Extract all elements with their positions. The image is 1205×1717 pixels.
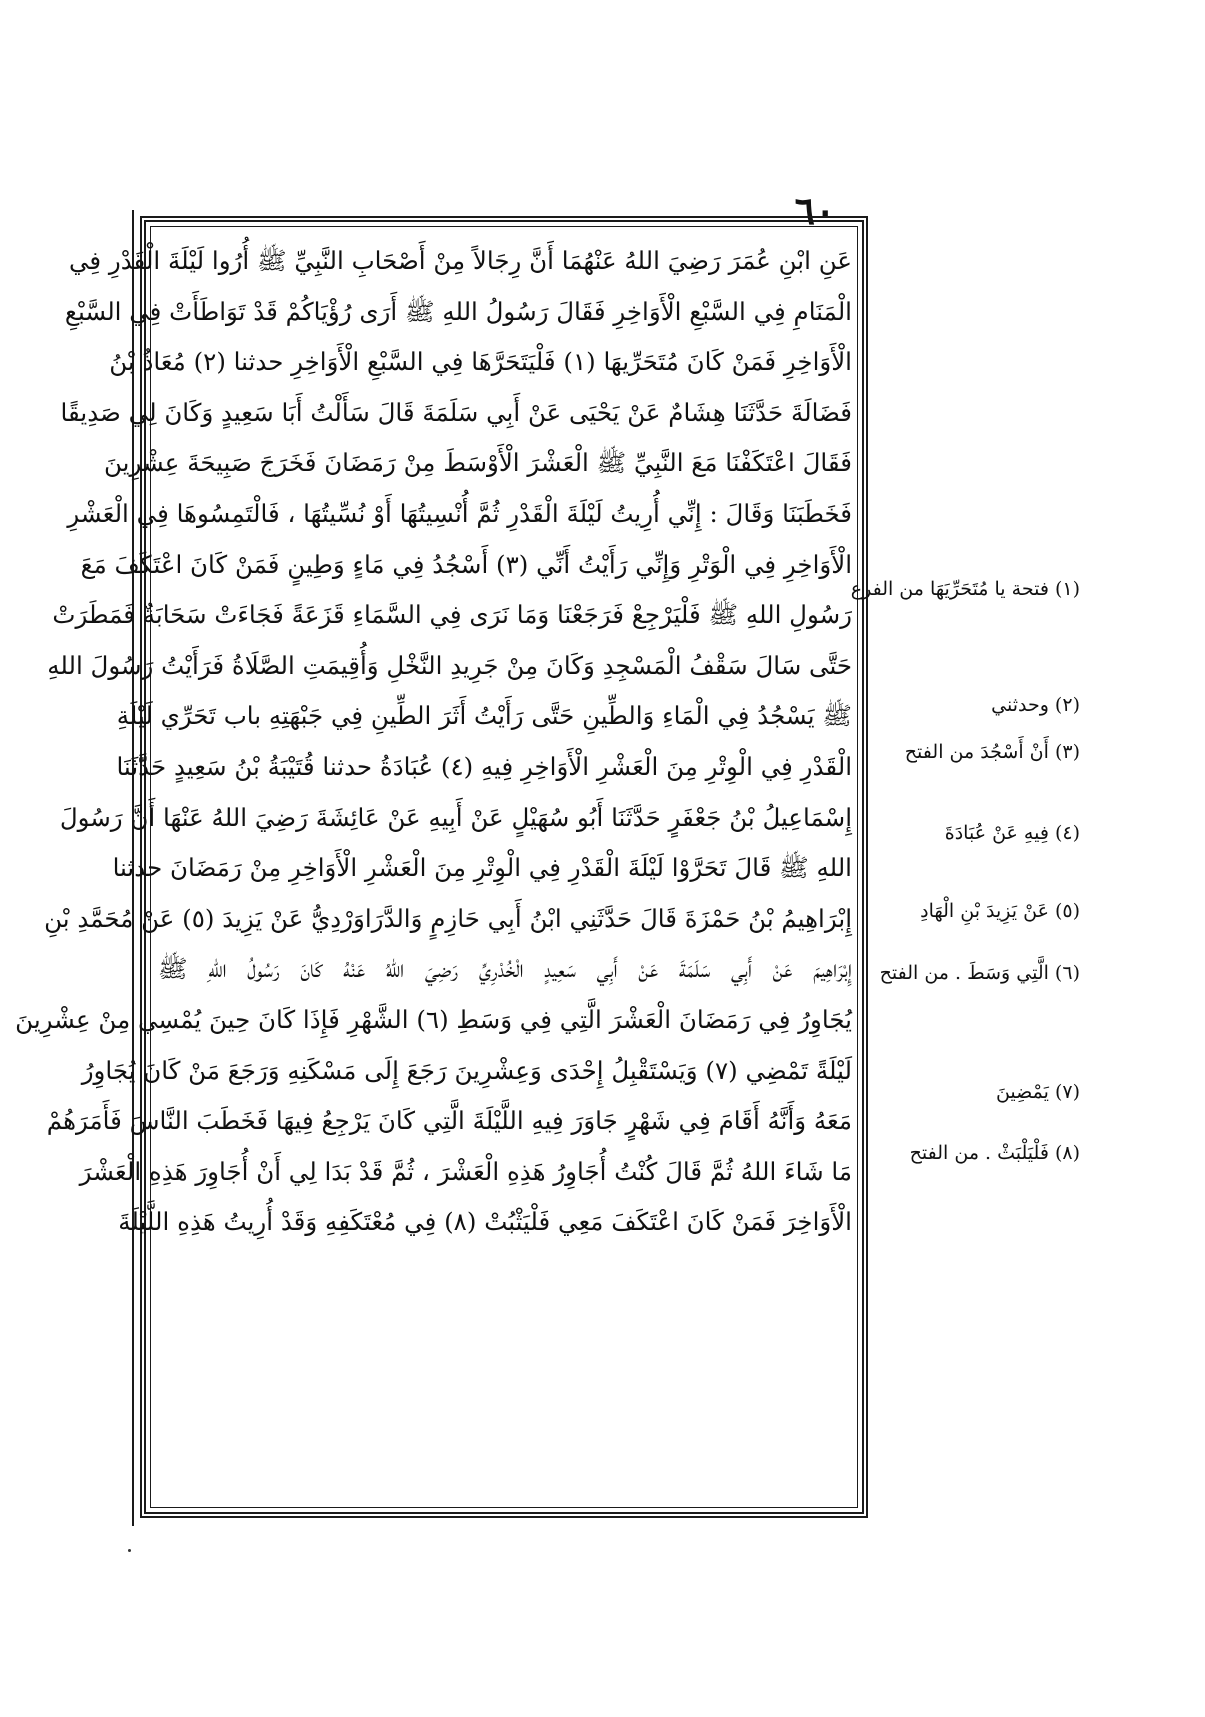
text-line: إِبْرَاهِيمُ بْنُ حَمْزَةَ قَالَ حَدَّثَنِي ابْنُ أَبِي حَازِمٍ وَالدَّرَاوَرْدِيُّ عَنْ يَزِيدَ (٥) عَنْ مُحَمَّدِ بْنِ xyxy=(44,903,852,933)
margin-note-5: (٥) عَنْ يَزِيدَ بْنِ الْهَادِ xyxy=(920,900,1080,922)
text-line: مَا شَاءَ اللهُ ثُمَّ قَالَ كُنْتُ أُجَاوِرُ هَذِهِ الْعَشْرَ ، ثُمَّ قَدْ بَدَا لِي أَنْ أُجَاوِرَ هَذِهِ الْعَشْرَ xyxy=(79,1156,852,1186)
text-line: فَضَالَةَ حَدَّثَنَا هِشَامٌ عَنْ يَحْيَى عَنْ أَبِي سَلَمَةَ قَالَ سَأَلْتُ أَبَا سَعِيدٍ وَكَانَ لِي صَدِيقًا xyxy=(60,397,852,427)
text-line: رَسُولِ اللهِ ﷺ فَلْيَرْجِعْ فَرَجَعْنَا وَمَا نَرَى فِي السَّمَاءِ قَزَعَةً فَجَاءَتْ سَحَابَةٌ فَمَطَرَتْ xyxy=(52,600,852,630)
text-line: الْمَنَامِ فِي السَّبْعِ الْأَوَاخِرِ فَقَالَ رَسُولُ اللهِ ﷺ أَرَى رُؤْيَاكُمْ قَدْ تَوَاطَأَتْ فِي السَّبْعِ xyxy=(64,296,852,326)
margin-note-8: (٨) فَلْيَلْبَثْ . من الفتح xyxy=(909,1142,1080,1164)
margin-note-6: (٦) الَّتِي وَسَطَ . من الفتح xyxy=(879,962,1080,984)
text-line: مَعَهُ وَأَنَّهُ أَقَامَ فِي شَهْرٍ جَاوَرَ فِيهِ اللَّيْلَةَ الَّتِي كَانَ يَرْجِعُ فِيهَا فَخَطَبَ النَّاسَ فَأَمَرَهُمْ xyxy=(46,1106,852,1136)
text-line: عَنِ ابْنِ عُمَرَ رَضِيَ اللهُ عَنْهُمَا أَنَّ رِجَالاً مِنْ أَصْحَابِ النَّبِيِّ ﷺ أُرُوا لَيْلَةَ الْقَدْرِ فِي xyxy=(68,246,852,275)
text-line: إِسْمَاعِيلُ بْنُ جَعْفَرٍ حَدَّثَنَا أَبُو سُهَيْلٍ عَنْ أَبِيهِ عَنْ عَائِشَةَ رَضِيَ اللهُ عَنْهَا أَنَّ رَسُولَ xyxy=(59,802,852,832)
margin-note-7: (٧) يَمْضِينَ xyxy=(995,1081,1080,1103)
main-text-block xyxy=(15,236,852,1248)
text-line: الْأَوَاخِرِ فِي الْوَتْرِ وَإِنِّي رَأَيْتُ أَنِّي (٣) أَسْجُدُ فِي مَاءٍ وَطِينٍ فَمَنْ كَانَ اعْتَكَفَ مَعَ xyxy=(80,549,852,579)
text-line: اللهِ ﷺ قَالَ تَحَرَّوْا لَيْلَةَ الْقَدْرِ فِي الْوِتْرِ مِنَ الْعَشْرِ الْأَوَاخِرِ مِنْ رَمَضَانَ حدثنا xyxy=(112,853,852,883)
margin-note-1: (١) فتحة يا مُتَحَرِّيَهَا من الفرع xyxy=(850,578,1080,600)
text-line: حَتَّى سَالَ سَقْفُ الْمَسْجِدِ وَكَانَ مِنْ جَرِيدِ النَّخْلِ وَأُقِيمَتِ الصَّلَاةُ فَرَأَيْتُ رَسُولَ اللهِ xyxy=(47,650,852,680)
text-line: الْقَدْرِ فِي الْوِتْرِ مِنَ الْعَشْرِ الْأَوَاخِرِ فِيهِ (٤) عُبَادَةُ حدثنا قُتَيْبَةُ بْنُ سَعِيدٍ حَدَّثَنَا xyxy=(116,751,852,781)
margin-note-2: (٢) وحدثني xyxy=(991,694,1080,716)
text-line: فَخَطَبَنَا وَقَالَ : إِنِّي أُرِيتُ لَيْلَةَ الْقَدْرِ ثُمَّ أُنْسِيتُهَا أَوْ نُسِّيتُهَا ، فَالْتَمِسُوهَا فِي الْعَشْرِ xyxy=(67,498,852,528)
text-line: إِبْرَاهِيمَ عَنْ أَبِي سَلَمَةَ عَنْ أَبِي سَعِيدٍ الْخُدْرِيِّ رَضِيَ اللهُ عَنْهُ كَانَ رَسُولُ اللهِ ﷺ xyxy=(158,954,852,984)
margin-note-4: (٤) فِيهِ عَنْ عُبَادَةَ xyxy=(944,822,1080,844)
stray-mark xyxy=(128,1549,131,1552)
page-number: ٦٠ xyxy=(794,188,836,233)
margin-note-3: (٣) أَنْ أَسْجُدَ من الفتح xyxy=(904,741,1080,763)
text-line: لَيْلَةً تَمْضِي (٧) وَيَسْتَقْبِلُ إِحْدَى وَعِشْرِينَ رَجَعَ إِلَى مَسْكَنِهِ وَرَجَعَ مَنْ كَانَ يُجَاوِرُ xyxy=(81,1055,852,1085)
text-line: ﷺ يَسْجُدُ فِي الْمَاءِ وَالطِّينِ حَتَّى رَأَيْتُ أَثَرَ الطِّينِ فِي جَبْهَتِهِ باب تَحَرِّي لَيْلَةِ xyxy=(116,701,852,731)
text-line: الْأَوَاخِرَ فَمَنْ كَانَ اعْتَكَفَ مَعِي فَلْيَثْبُتْ (٨) فِي مُعْتَكَفِهِ وَقَدْ أُرِيتُ هَذِهِ اللَّيْلَةَ xyxy=(118,1207,852,1237)
text-line: فَقَالَ اعْتَكَفْنَا مَعَ النَّبِيِّ ﷺ الْعَشْرَ الْأَوْسَطَ مِنْ رَمَضَانَ فَخَرَجَ صَبِيحَةَ عِشْرِينَ xyxy=(103,448,852,478)
text-line: الْأَوَاخِرِ فَمَنْ كَانَ مُتَحَرِّيهَا (١) فَلْيَتَحَرَّهَا فِي السَّبْعِ الْأَوَاخِرِ حدثنا (٢) مُعَاذُ بْنُ xyxy=(109,347,852,377)
text-line: يُجَاوِرُ فِي رَمَضَانَ الْعَشْرَ الَّتِي فِي وَسَطِ (٦) الشَّهْرِ فَإِذَا كَانَ حِينَ يُمْسِي مِنْ عِشْرِينَ xyxy=(15,1004,852,1034)
